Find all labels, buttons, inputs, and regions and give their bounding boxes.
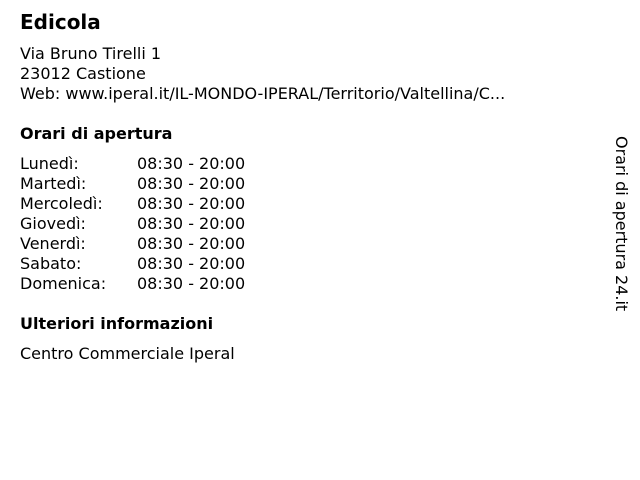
additional-info-heading: Ulteriori informazioni bbox=[20, 314, 214, 333]
day-label: Giovedì: bbox=[20, 214, 86, 233]
hours-row-thursday bbox=[20, 214, 267, 234]
additional-info-text: Centro Commerciale Iperal bbox=[20, 344, 235, 363]
day-label: Lunedì: bbox=[20, 154, 79, 173]
time-range: 08:30 - 20:00 bbox=[137, 214, 246, 233]
time-range: 08:30 - 20:00 bbox=[137, 234, 246, 253]
hours-row-sunday bbox=[20, 274, 267, 294]
day-label: Mercoledì: bbox=[20, 194, 103, 213]
day-label: Venerdì: bbox=[20, 234, 86, 253]
store-title: Edicola bbox=[20, 10, 101, 34]
hours-row-tuesday bbox=[20, 174, 267, 194]
time-range: 08:30 - 20:00 bbox=[137, 174, 246, 193]
website-link[interactable]: Web: www.iperal.it/IL-MONDO-IPERAL/Territorio/Valtellina/C... bbox=[20, 84, 506, 103]
hours-row-wednesday bbox=[20, 194, 267, 214]
hours-row-saturday bbox=[20, 254, 267, 274]
address-city: 23012 Castione bbox=[20, 64, 146, 83]
hours-row-friday bbox=[20, 234, 267, 254]
opening-hours-heading: Orari di apertura bbox=[20, 124, 173, 143]
time-range: 08:30 - 20:00 bbox=[137, 274, 246, 293]
site-watermark bbox=[612, 136, 634, 312]
time-range: 08:30 - 20:00 bbox=[137, 154, 246, 173]
time-range: 08:30 - 20:00 bbox=[137, 254, 246, 273]
opening-hours-table bbox=[20, 154, 267, 294]
day-label: Domenica: bbox=[20, 274, 107, 293]
watermark-text: Orari di apertura 24.it bbox=[612, 136, 631, 312]
store-address bbox=[20, 44, 505, 104]
day-label: Martedì: bbox=[20, 174, 87, 193]
day-label: Sabato: bbox=[20, 254, 82, 273]
hours-row-monday bbox=[20, 154, 267, 174]
time-range: 08:30 - 20:00 bbox=[137, 194, 246, 213]
address-street: Via Bruno Tirelli 1 bbox=[20, 44, 162, 63]
